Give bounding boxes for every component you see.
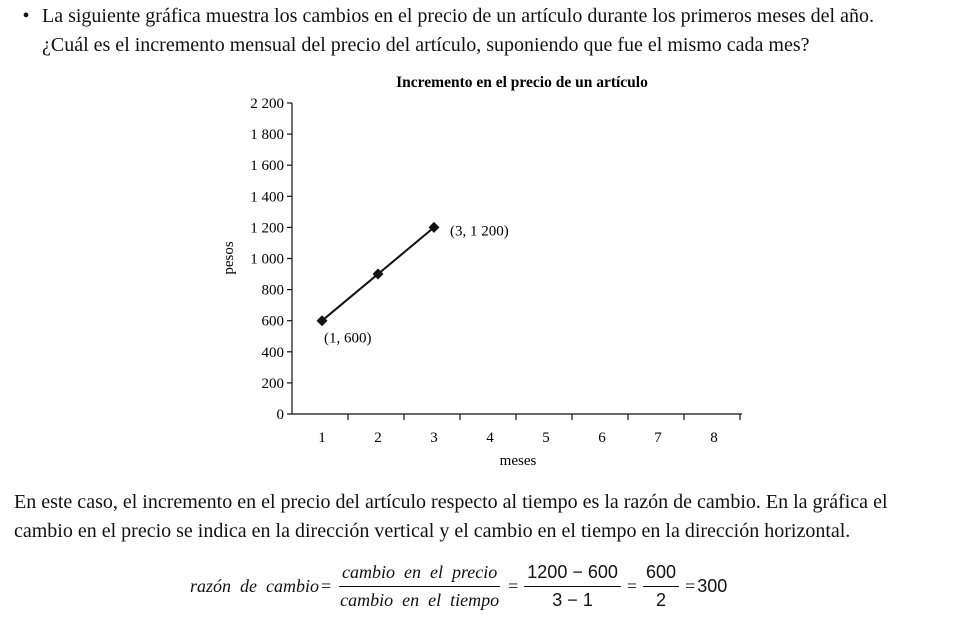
question-line-2: ¿Cuál es el incremento mensual del precio del artículo, suponiendo que fue el mismo cada mes? — [42, 34, 810, 56]
formula-lhs: razón de cambio — [190, 575, 319, 596]
y-tick-label: 1 800 — [250, 127, 284, 144]
fraction-simplified-numerator: 600 — [643, 562, 679, 587]
y-tick-label: 1 600 — [250, 158, 284, 175]
formula-equals-3: = — [626, 575, 638, 596]
fraction-values — [524, 562, 621, 611]
annotation-end-point: (3, 1 200) — [450, 223, 509, 240]
x-tick-label: 6 — [598, 430, 606, 446]
fraction-words — [337, 562, 502, 611]
y-tick-label: 2 200 — [250, 96, 284, 112]
bullet: • — [22, 5, 30, 27]
y-tick-label: 1 000 — [250, 251, 284, 268]
fraction-simplified — [643, 562, 679, 611]
explanation-line-1: En este caso, el incremento en el precio del artículo respecto al tiempo es la razón de cambio. En la gráfica el — [14, 491, 888, 513]
x-tick-label: 7 — [654, 430, 662, 446]
y-tick-label: 1 400 — [250, 189, 284, 206]
y-tick-label: 400 — [261, 344, 284, 361]
y-axis-title: pesos — [221, 241, 237, 275]
formula-equals-2: = — [508, 575, 519, 596]
fraction-values-denominator: 3 − 1 — [552, 589, 593, 610]
x-tick-label: 5 — [542, 430, 550, 446]
x-tick-label: 8 — [710, 430, 718, 446]
x-tick-label: 1 — [318, 430, 326, 446]
question-line-1: La siguiente gráfica muestra los cambios en el precio de un artículo durante los primeros meses del año. — [42, 5, 874, 27]
formula-result: 300 — [697, 575, 728, 596]
y-tick-label: 200 — [261, 375, 284, 392]
fraction-words-numerator: cambio en el precio — [339, 562, 500, 587]
chart-title: Incremento en el precio de un artículo — [396, 74, 648, 91]
x-axis-title: meses — [499, 453, 537, 469]
fraction-values-numerator: 1200 − 600 — [524, 562, 621, 587]
y-tick-label: 800 — [261, 282, 284, 299]
y-tick-label: 0 — [276, 407, 284, 423]
explanation-line-2: cambio en el precio se indica en la dirección vertical y el cambio en el tiempo en la dirección horizontal. — [14, 520, 851, 542]
y-tick-label: 1 200 — [250, 220, 284, 237]
formula-equals-1: = — [321, 575, 332, 596]
rate-of-change-formula — [190, 558, 727, 614]
x-tick-label: 4 — [486, 430, 494, 446]
fraction-words-denominator: cambio en el tiempo — [340, 589, 500, 610]
x-tick-label: 3 — [430, 430, 438, 446]
formula-equals-4: = — [685, 575, 696, 596]
x-tick-label: 2 — [374, 430, 382, 446]
fraction-simplified-denominator: 2 — [656, 589, 667, 610]
explanation — [14, 488, 959, 546]
y-tick-label: 600 — [261, 313, 284, 330]
annotation-start-point: (1, 600) — [324, 330, 372, 347]
